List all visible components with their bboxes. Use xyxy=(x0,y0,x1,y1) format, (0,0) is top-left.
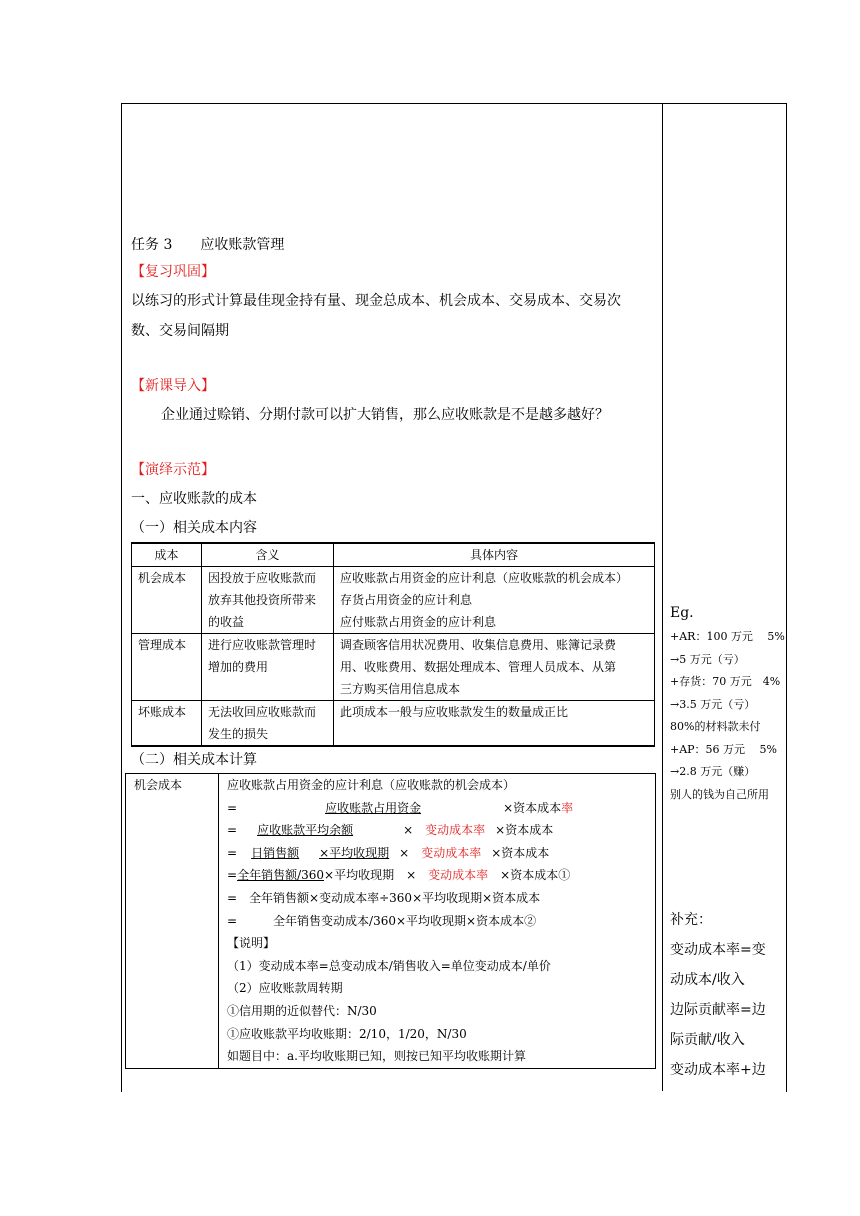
content-line: 三方购买信用信息成本 xyxy=(340,682,461,696)
intro-text: 企业通过赊销、分期付款可以扩大销售，那么应收账款是不是越多越好？ xyxy=(161,407,609,423)
formula-line: （2）应收账款周转期 xyxy=(227,981,343,996)
side-note: +存货：70 万元 4% xyxy=(670,675,781,688)
supplement-line: 边际贡献率=边 xyxy=(670,1002,766,1018)
formula-line: 应收账款占用资金的应计利息（应收账款的机会成本） xyxy=(227,778,516,792)
content-line: 应付账款占用资金的应计利息 xyxy=(340,615,497,629)
side-note: 别人的钱为自己所用 xyxy=(670,787,769,801)
review-text-2: 数、交易间隔期 xyxy=(131,323,229,339)
cost-name: 管理成本 xyxy=(132,634,202,701)
review-text-1: 以练习的形式计算最佳现金持有量、现金总成本、机会成本、交易成本、交易次 xyxy=(131,293,621,309)
content-line: 此项成本一般与应收账款发生的数量成正比 xyxy=(340,705,569,719)
formula-line: = 应收账款占用资金 ×资本成本率 xyxy=(227,800,574,815)
side-note: +AR：100 万元 5% xyxy=(670,630,785,643)
side-example-notes xyxy=(670,600,785,806)
formula-line: ①信用期的近似替代：N/30 xyxy=(227,1003,377,1018)
supplement-line: 补充： xyxy=(670,912,712,928)
cost-meaning xyxy=(202,634,334,701)
task-title: 任务 3 应收账款管理 xyxy=(131,237,285,253)
review-label: 【复习巩固】 xyxy=(131,264,215,280)
intro-label: 【新课导入】 xyxy=(131,378,215,394)
header-content: 具体内容 xyxy=(334,543,655,567)
cost-meaning xyxy=(202,701,334,747)
table-row xyxy=(132,701,655,747)
formula-line: =全年销售额/360×平均收现期 × 变动成本率 ×资本成本① xyxy=(227,868,571,883)
formula-line: （1）变动成本率=总变动成本/销售收入=单位变动成本/单价 xyxy=(227,958,551,973)
cost-content xyxy=(334,701,655,747)
meaning-line: 无法收回应收账款而 xyxy=(208,705,317,719)
meaning-line: 的收益 xyxy=(208,615,245,629)
table-header-row xyxy=(132,543,655,567)
supplement-line: 变动成本率+边 xyxy=(670,1062,766,1078)
meaning-line: 发生的损失 xyxy=(208,727,269,741)
header-cost: 成本 xyxy=(132,543,202,567)
formula-line: = 应收账款平均余额 × 变动成本率 ×资本成本 xyxy=(227,823,554,838)
side-note: →2.8 万元（赚） xyxy=(670,765,756,778)
side-supplement xyxy=(670,905,785,1085)
supplement-line: 际贡献/收入 xyxy=(670,1032,745,1048)
section-heading-1: 一、应收账款的成本 xyxy=(131,491,257,507)
column-divider xyxy=(662,103,663,1091)
side-note: →5 万元（亏） xyxy=(670,652,745,666)
formula-line: 【说明】 xyxy=(227,936,276,951)
demo-label: 【演绎示范】 xyxy=(131,462,215,478)
main-column xyxy=(131,232,657,1069)
side-note: Eg. xyxy=(670,605,694,621)
table-row xyxy=(132,567,655,634)
section-heading-1-1: （一）相关成本内容 xyxy=(131,520,257,536)
side-note: +AP：56 万元 5% xyxy=(670,742,778,756)
table-row xyxy=(126,774,656,1069)
formula-line: = 全年销售变动成本/360×平均收现期×资本成本② xyxy=(227,913,537,928)
formula-line: ①应收账款平均收账期：2/10，1/20，N/30 xyxy=(227,1026,467,1041)
meaning-line: 放弃其他投资所带来 xyxy=(208,593,317,607)
supplement-line: 变动成本率=变 xyxy=(670,942,766,958)
formula-line: = 日销售额 ×平均收现期 × 变动成本率 ×资本成本 xyxy=(227,845,550,860)
side-note: 80%的材料款未付 xyxy=(670,720,761,733)
formula-line: = 全年销售额×变动成本率÷360×平均收现期×资本成本 xyxy=(227,890,541,905)
cost-content-table xyxy=(131,542,655,747)
cost-content xyxy=(334,634,655,701)
meaning-line: 增加的费用 xyxy=(208,660,269,674)
section-heading-1-2: （二）相关成本计算 xyxy=(131,752,257,768)
content-line: 用、收账费用、数据处理成本、管理人员成本、从第 xyxy=(340,660,617,674)
content-line: 存货占用资金的应计利息 xyxy=(340,593,473,607)
cost-name: 机会成本 xyxy=(132,567,202,634)
header-meaning: 含义 xyxy=(202,543,334,567)
meaning-line: 进行应收账款管理时 xyxy=(208,638,317,652)
cost-content xyxy=(334,567,655,634)
cost-calc-table xyxy=(125,773,656,1069)
side-note: →3.5 万元（亏） xyxy=(670,697,756,711)
cost-meaning xyxy=(202,567,334,634)
calc-label: 机会成本 xyxy=(126,774,219,1069)
calc-formulas xyxy=(219,774,656,1069)
table-row xyxy=(132,634,655,701)
content-line: 应收账款占用资金的应计利息（应收账款的机会成本） xyxy=(340,571,629,585)
formula-line: 如题目中：a.平均收账期已知，则按已知平均收账期计算 xyxy=(227,1049,526,1064)
content-line: 调查顾客信用状况费用、收集信息费用、账簿记录费 xyxy=(340,638,617,652)
cost-name: 坏账成本 xyxy=(132,701,202,747)
supplement-line: 动成本/收入 xyxy=(670,972,745,988)
meaning-line: 因投放于应收账款而 xyxy=(208,571,317,585)
